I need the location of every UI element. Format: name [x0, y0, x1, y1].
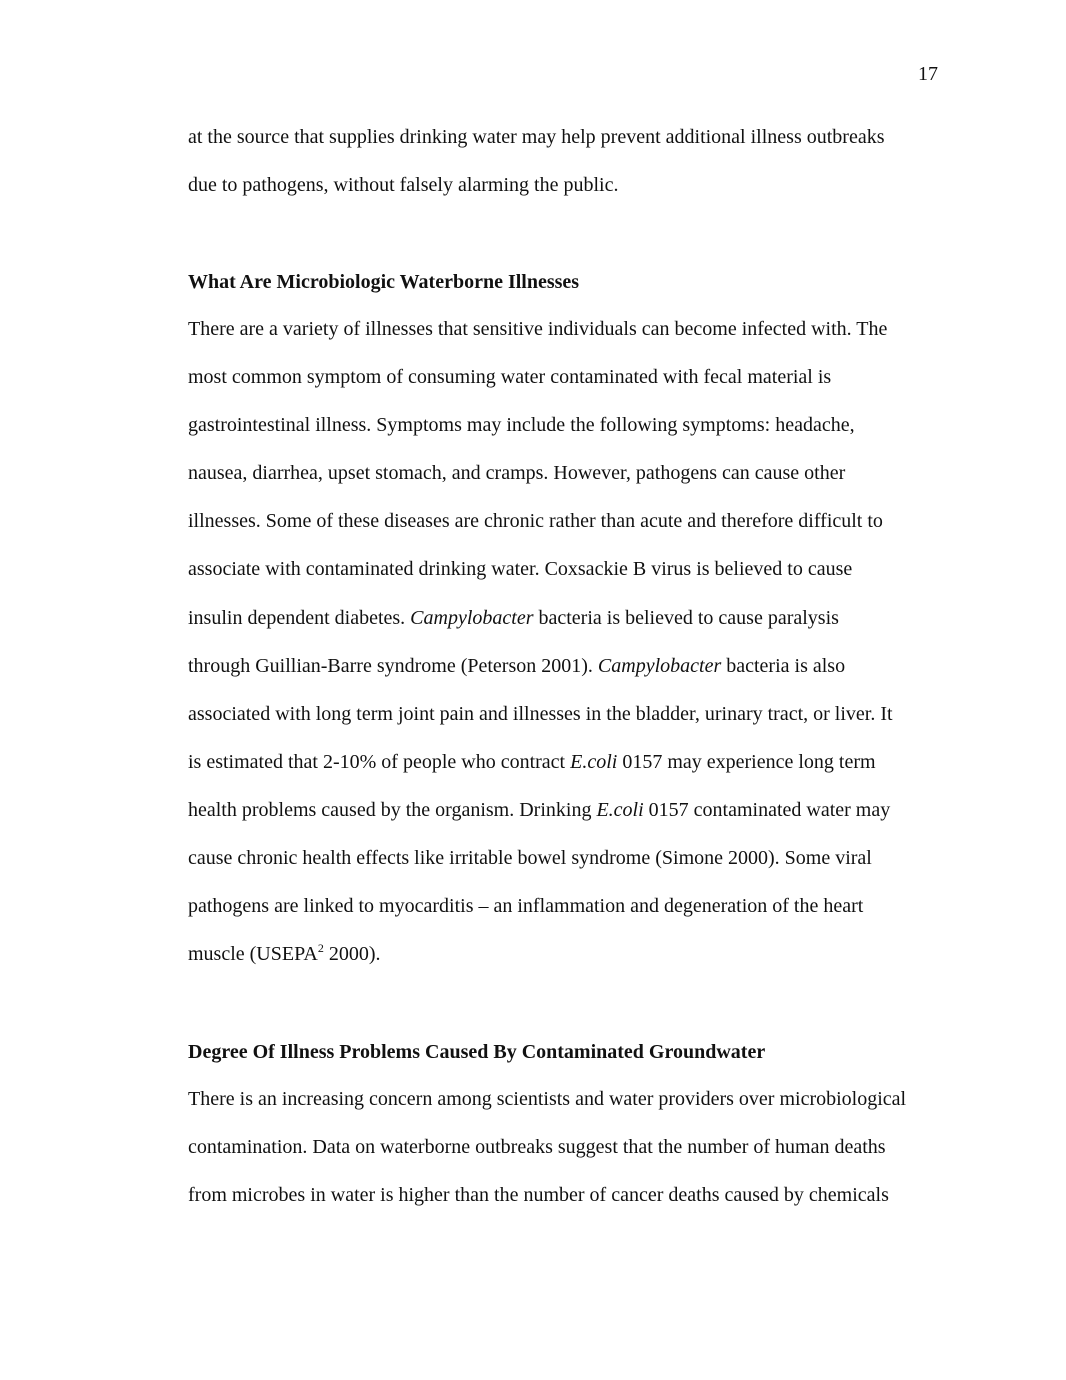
text-line: associate with contaminated drinking water. Coxsackie B virus is believed to cause — [188, 558, 853, 580]
text-line: gastrointestinal illness. Symptoms may include the following symptoms: headache, — [188, 414, 855, 436]
text-span: through Guillian-Barre syndrome (Peterson 2001). — [188, 655, 598, 677]
text-span: 0157 may experience long term — [617, 751, 876, 773]
text-line: contamination. Data on waterborne outbreaks suggest that the number of human deaths — [188, 1136, 886, 1158]
text-line: pathogens are linked to myocarditis – an inflammation and degeneration of the heart — [188, 895, 864, 917]
section-heading: What Are Microbiologic Waterborne Illnesses — [188, 271, 580, 293]
text-line — [188, 605, 839, 631]
text-span: health problems caused by the organism. Drinking — [188, 799, 597, 821]
text-line — [188, 749, 876, 775]
text-line: There is an increasing concern among scientists and water providers over microbiological — [188, 1088, 907, 1110]
text-span: 0157 contaminated water may — [643, 799, 891, 821]
text-line: nausea, diarrhea, upset stomach, and cramps. However, pathogens can cause other — [188, 462, 846, 484]
text-span: 2000). — [323, 943, 381, 965]
text-line: at the source that supplies drinking water may help prevent additional illness outbreaks — [188, 126, 885, 148]
text-span: insulin dependent diabetes. — [188, 607, 411, 629]
text-span: bacteria is believed to cause paralysis — [533, 607, 839, 629]
page-number: 17 — [918, 63, 938, 85]
text-span: muscle (USEPA — [188, 943, 318, 965]
text-line: cause chronic health effects like irritable bowel syndrome (Simone 2000). Some viral — [188, 847, 872, 869]
text-line: from microbes in water is higher than the number of cancer deaths caused by chemicals — [188, 1184, 889, 1206]
text-line — [188, 797, 890, 823]
text-line — [188, 653, 845, 679]
text-line: associated with long term joint pain and illnesses in the bladder, urinary tract, or liver. It — [188, 703, 893, 725]
italic-term: Campylobacter — [410, 607, 534, 629]
text-line: due to pathogens, without falsely alarming the public. — [188, 174, 619, 196]
italic-term: E.coli — [596, 799, 644, 821]
italic-term: Campylobacter — [597, 655, 722, 677]
italic-term: E.coli — [570, 751, 618, 773]
section-heading: Degree Of Illness Problems Caused By Contaminated Groundwater — [188, 1041, 766, 1063]
text-line — [188, 941, 381, 967]
text-span: is estimated that 2-10% of people who contract — [188, 751, 571, 773]
text-line: illnesses. Some of these diseases are chronic rather than acute and therefore difficult to — [188, 510, 883, 532]
text-span: bacteria is also — [721, 655, 846, 677]
superscript: 2 — [317, 941, 324, 955]
text-line: most common symptom of consuming water contaminated with fecal material is — [188, 366, 832, 388]
text-line: There are a variety of illnesses that sensitive individuals can become infected with. The — [188, 318, 888, 340]
